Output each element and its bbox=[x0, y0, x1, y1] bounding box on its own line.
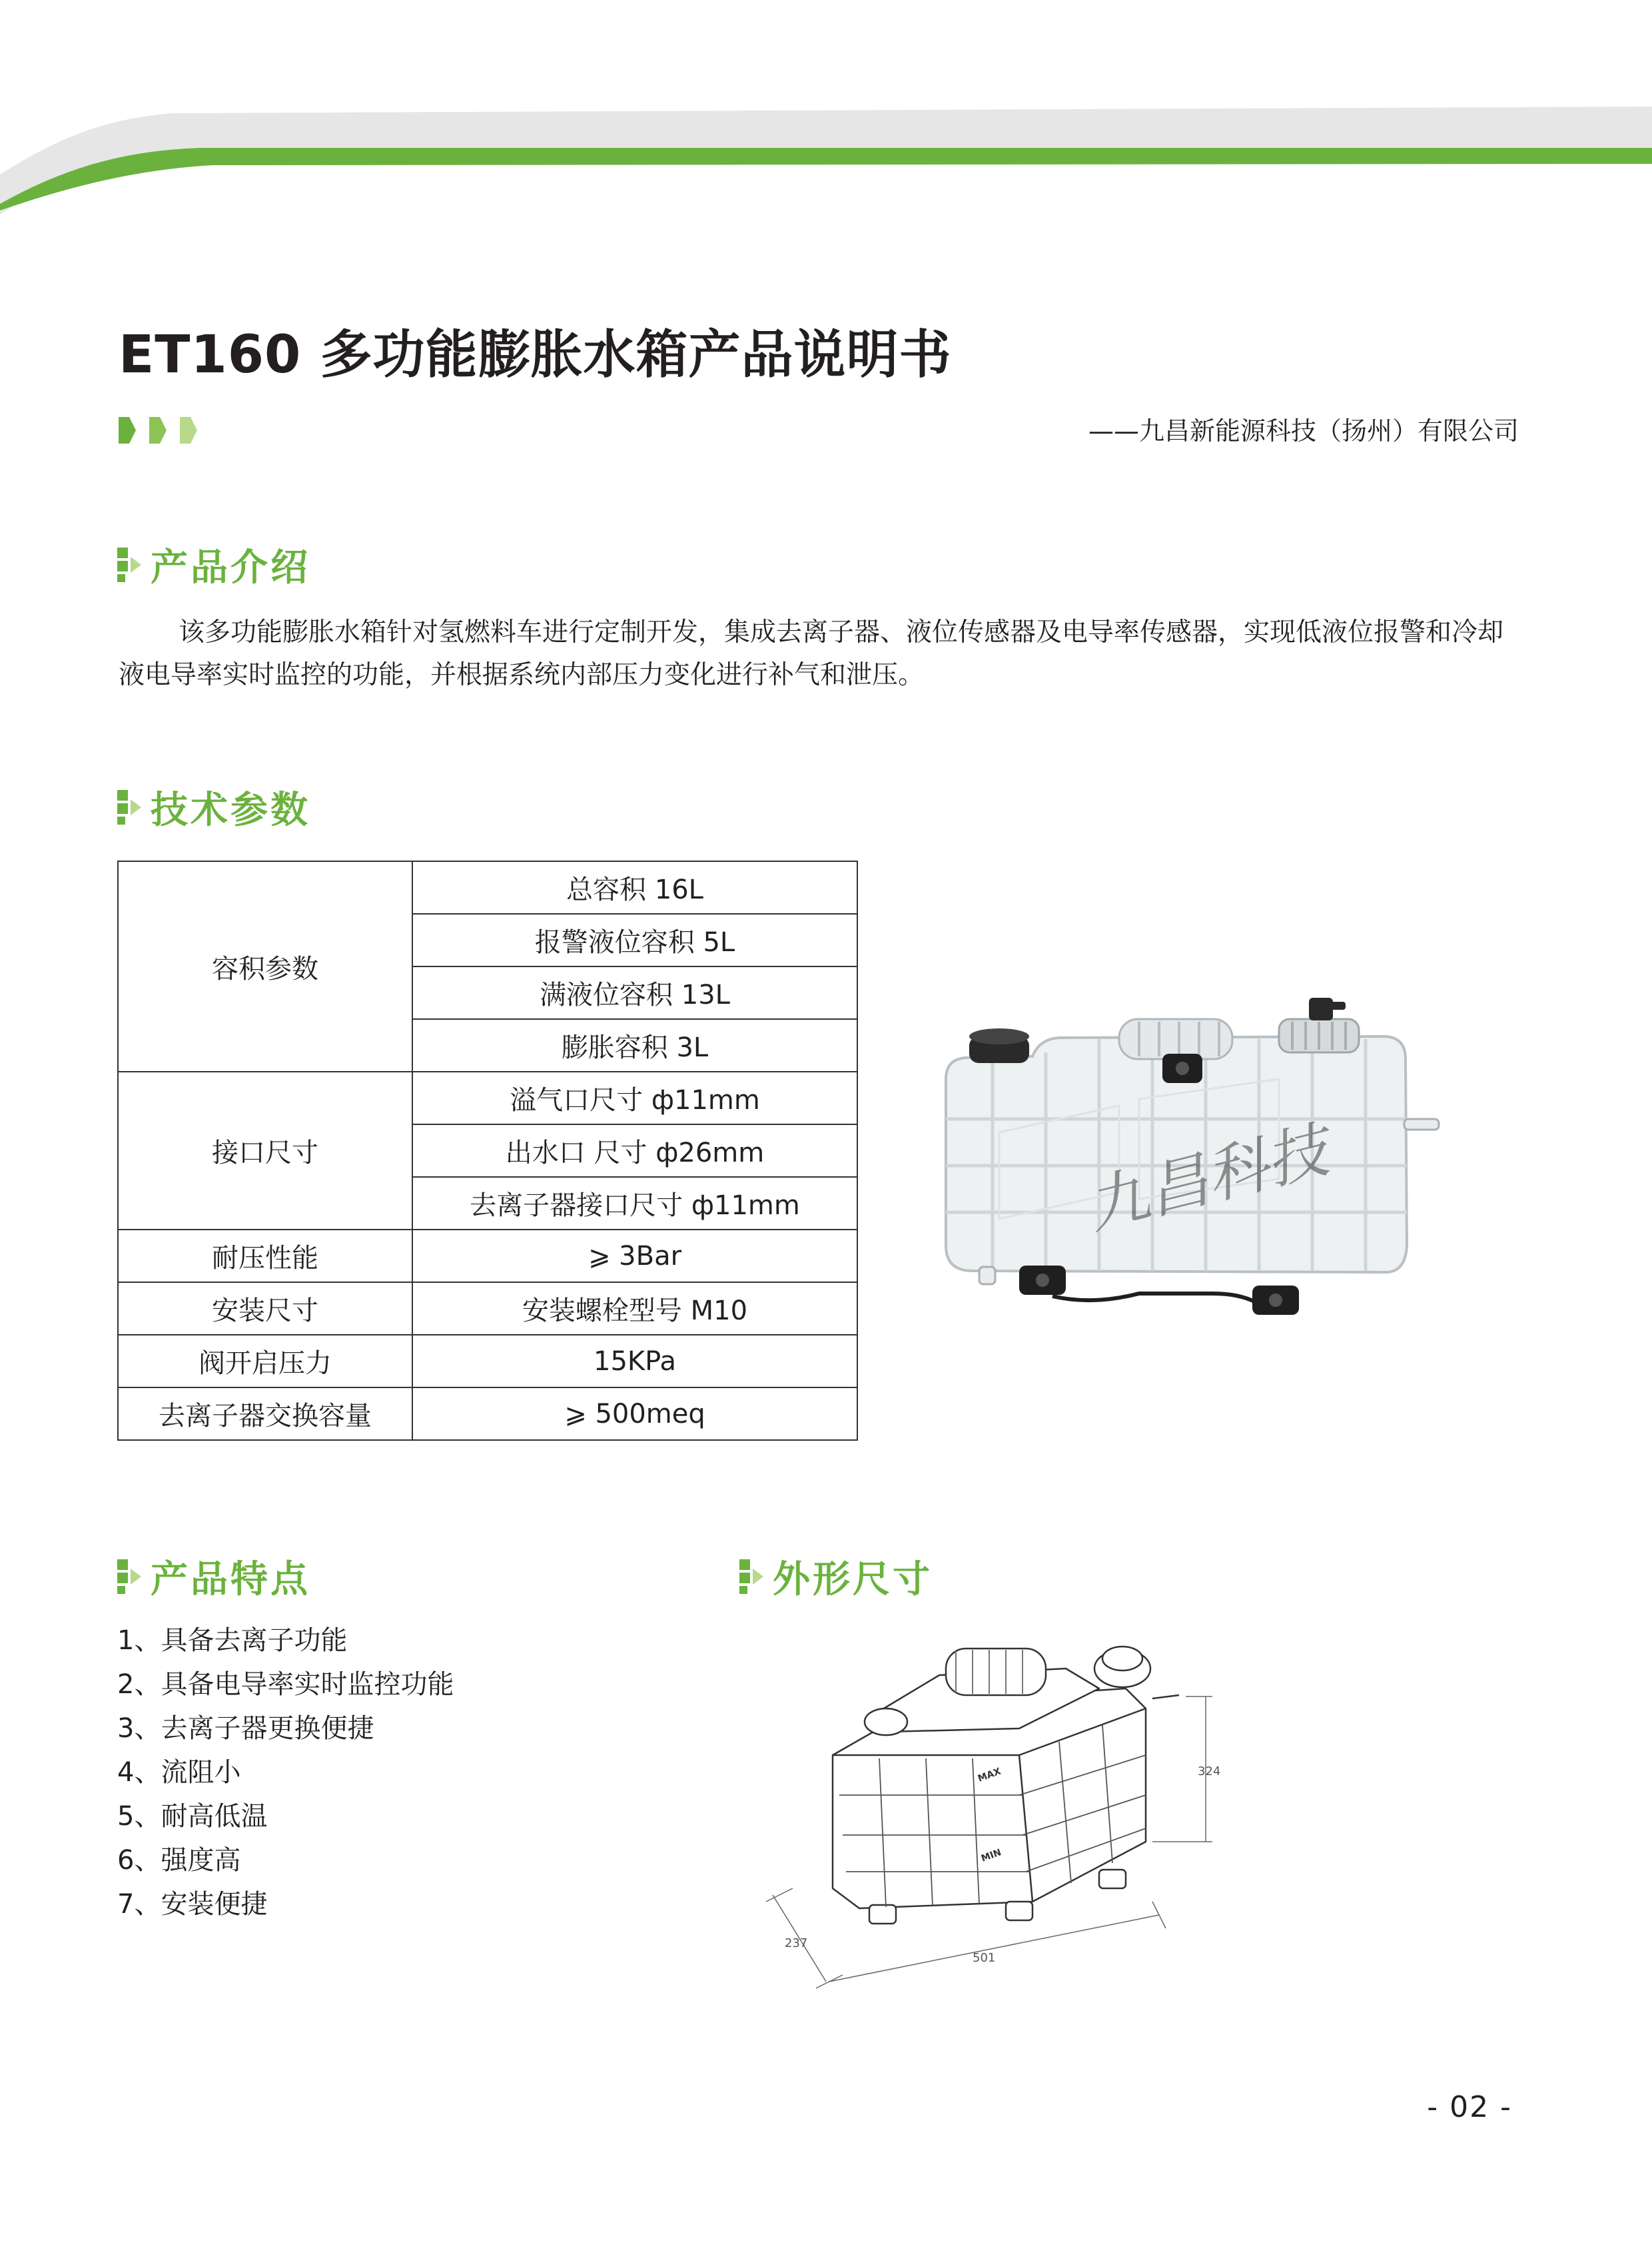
section-marker-icon bbox=[117, 790, 143, 825]
height-dimension: 324 bbox=[1198, 1764, 1221, 1778]
param-value: 溢气口尺寸 ф11mm bbox=[412, 1072, 857, 1124]
param-name: 安装尺寸 bbox=[118, 1282, 412, 1335]
product-photo bbox=[919, 992, 1452, 1352]
param-value: ⩾ 3Bar bbox=[412, 1230, 857, 1282]
section-marker-icon bbox=[117, 1559, 143, 1594]
section-heading-text: 产品特点 bbox=[151, 1558, 310, 1601]
table-row bbox=[118, 1072, 857, 1124]
param-value: 出水口 尺寸 ф26mm bbox=[412, 1124, 857, 1177]
section-heading-text: 技术参数 bbox=[151, 789, 310, 832]
param-value: 安装螺栓型号 M10 bbox=[412, 1282, 857, 1335]
depth-dimension: 237 bbox=[785, 1936, 808, 1950]
param-name: 去离子器交换容量 bbox=[118, 1387, 412, 1440]
param-value: 15KPa bbox=[412, 1335, 857, 1387]
param-value: 膨胀容积 3L bbox=[412, 1019, 857, 1072]
list-item: 4、流阻小 bbox=[117, 1757, 241, 1788]
company-name: ——九昌新能源科技（扬州）有限公司 bbox=[1088, 416, 1519, 446]
page-number: - 02 - bbox=[1427, 2090, 1512, 2124]
list-item: 6、强度高 bbox=[117, 1845, 241, 1876]
param-value: ⩾ 500meq bbox=[412, 1387, 857, 1440]
intro-paragraph: 该多功能膨胀水箱针对氢燃料车进行定制开发，集成去离子器、液位传感器及电导率传感器，实现低液位报警和冷却液电导率实时监控的功能，并根据系统内部压力变化进行补气和泄压。 bbox=[119, 617, 1504, 690]
title-arrows-icon bbox=[117, 414, 204, 446]
param-value: 去离子器接口尺寸 ф11mm bbox=[412, 1177, 857, 1230]
param-value: 总容积 16L bbox=[412, 861, 857, 914]
section-heading-text: 产品介绍 bbox=[151, 546, 310, 589]
features-list bbox=[117, 1619, 454, 1926]
list-item: 2、具备电导率实时监控功能 bbox=[117, 1669, 454, 1700]
section-heading-text: 外形尺寸 bbox=[773, 1558, 933, 1601]
param-name: 耐压性能 bbox=[118, 1230, 412, 1282]
document-title: ET160 多功能膨胀水箱产品说明书 bbox=[119, 325, 952, 385]
min-label: MIN bbox=[979, 1847, 1003, 1864]
param-name: 容积参数 bbox=[118, 861, 412, 1072]
list-item: 3、去离子器更换便捷 bbox=[117, 1713, 374, 1744]
param-name: 阀开启压力 bbox=[118, 1335, 412, 1387]
section-heading-features bbox=[117, 1550, 310, 1603]
table-row bbox=[118, 1335, 857, 1387]
header-swoosh-decoration bbox=[0, 0, 1652, 226]
table-row bbox=[118, 1230, 857, 1282]
section-heading-params bbox=[117, 781, 310, 834]
table-row bbox=[118, 1282, 857, 1335]
section-marker-icon bbox=[117, 548, 143, 582]
params-table bbox=[117, 861, 858, 1441]
max-label: MAX bbox=[976, 1766, 1003, 1784]
table-row bbox=[118, 861, 857, 914]
list-item: 5、耐高低温 bbox=[117, 1801, 268, 1832]
list-item: 7、安装便捷 bbox=[117, 1889, 268, 1920]
length-dimension: 501 bbox=[973, 1951, 996, 1965]
section-heading-intro bbox=[117, 538, 310, 591]
param-name: 接口尺寸 bbox=[118, 1072, 412, 1230]
table-row bbox=[118, 1387, 857, 1440]
dimension-drawing bbox=[753, 1622, 1259, 2008]
section-marker-icon bbox=[739, 1559, 765, 1594]
photo-watermark: 九昌科技 bbox=[1079, 1114, 1335, 1243]
param-value: 满液位容积 13L bbox=[412, 966, 857, 1019]
section-heading-dimensions bbox=[739, 1550, 933, 1603]
param-value: 报警液位容积 5L bbox=[412, 914, 857, 966]
list-item: 1、具备去离子功能 bbox=[117, 1625, 348, 1656]
